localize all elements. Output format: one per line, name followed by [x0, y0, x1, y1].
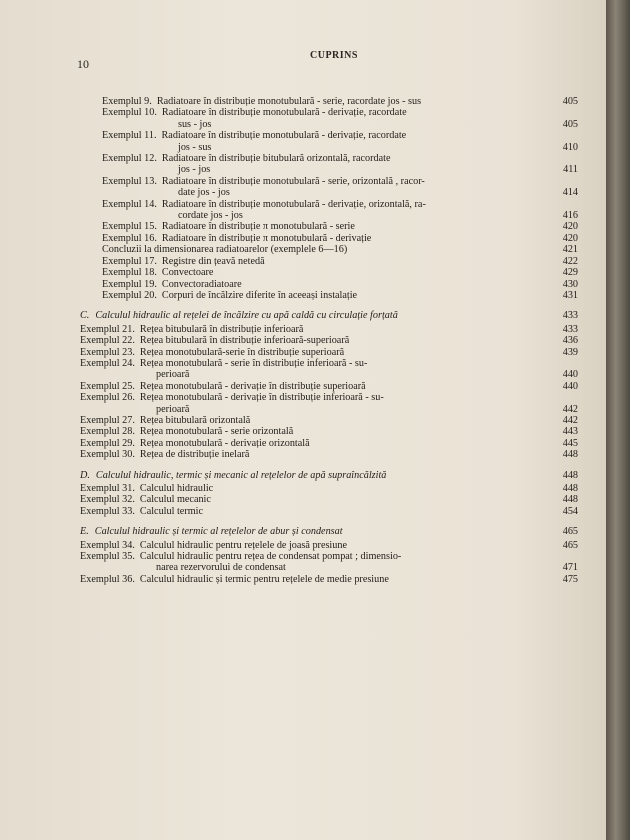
entry-title-continued: sus - jos [178, 118, 212, 130]
entry-page: 440 [562, 369, 578, 381]
entry-title: Radiatoare în distribuție π monotubulară - derivație [161, 232, 372, 244]
toc-entry[interactable] [80, 335, 578, 346]
toc-line-continued [80, 187, 578, 198]
toc-entry[interactable] [80, 279, 578, 290]
entry-label: Exemplul 36. [80, 573, 135, 585]
entry-label: Exemplul 10. [102, 107, 157, 119]
entry-title: Calculul hidraulic și termic pentru rețelele de medie presiune [139, 573, 389, 585]
entry-page: 442 [562, 403, 578, 415]
section-letter: D. [80, 469, 90, 481]
entry-title: Rețea monotubulară - derivație în distribuție inferioară - su- [139, 392, 384, 404]
entry-title: Radiatoare în distribuție monotubulară - derivație, racordate [161, 107, 407, 119]
section-heading[interactable] [80, 310, 578, 321]
entry-title: Calculul mecanic [139, 494, 211, 506]
page-title: CUPRINS [310, 50, 358, 61]
toc-line [80, 483, 578, 494]
entry-page: 422 [562, 255, 578, 267]
toc-entry[interactable] [80, 290, 578, 301]
toc-entry[interactable] [80, 96, 578, 107]
entry-page: 429 [562, 267, 578, 279]
entry-page: 454 [562, 505, 578, 517]
toc-line [80, 199, 578, 210]
entry-page-spacer [550, 130, 578, 141]
entry-label: Exemplul 23. [80, 346, 135, 358]
entry-label: Exemplul 19. [102, 278, 157, 290]
toc-line [80, 244, 578, 255]
toc-line [80, 551, 578, 562]
entry-title: Radiatoare în distribuție monotubulară - derivație, racordate [161, 130, 407, 142]
entry-label: Exemplul 21. [80, 323, 135, 335]
toc-line [80, 221, 578, 232]
entry-page: 442 [562, 414, 578, 426]
toc-entry[interactable] [80, 392, 578, 415]
entry-page-spacer [550, 107, 578, 118]
entry-title: Rețea de distribuție inelară [139, 449, 250, 461]
entry-page-spacer [550, 153, 578, 164]
entry-label: Exemplul 35. [80, 551, 135, 563]
entry-label: Exemplul 11. [102, 130, 157, 142]
entry-title: Rețea bitubulară în distribuție inferioară [139, 323, 304, 335]
entry-label: Exemplul 9. [102, 96, 152, 107]
toc-line [80, 449, 578, 460]
toc-entry[interactable] [80, 551, 578, 574]
entry-page: 448 [562, 449, 578, 461]
entry-title: Rețea monotubulară - derivație în distribuție superioară [139, 380, 366, 392]
entry-page: 448 [562, 483, 578, 494]
entry-label: Exemplul 31. [80, 483, 135, 494]
toc-entry[interactable] [80, 221, 578, 232]
toc-line [80, 540, 578, 551]
entry-page: 430 [562, 278, 578, 290]
entry-label: Exemplul 27. [80, 414, 135, 426]
toc-entry[interactable] [80, 347, 578, 358]
entry-title-continued: date jos - jos [178, 187, 230, 199]
toc-line [80, 574, 578, 585]
entry-page-spacer [550, 392, 578, 403]
toc-entry[interactable] [80, 540, 578, 551]
toc-entry[interactable] [80, 415, 578, 426]
entry-label: Exemplul 20. [102, 289, 157, 301]
entry-title-continued: perioară [156, 369, 190, 381]
section-heading[interactable] [80, 526, 578, 537]
toc-line-continued [80, 562, 578, 573]
toc-entry[interactable] [80, 438, 578, 449]
toc-entry[interactable] [80, 107, 578, 130]
entry-page: 443 [562, 426, 578, 438]
entry-label: Exemplul 18. [102, 267, 157, 279]
toc-entry[interactable] [80, 494, 578, 505]
toc-entry[interactable] [80, 233, 578, 244]
entry-label: Exemplul 25. [80, 380, 135, 392]
entry-page: 448 [562, 494, 578, 506]
toc-entry[interactable] [80, 153, 578, 176]
entry-title-continued: perioară [156, 403, 190, 415]
toc-line [80, 335, 578, 346]
entry-page: 405 [562, 118, 578, 130]
toc-line [80, 426, 578, 437]
section-letter: C. [80, 310, 90, 322]
entry-label: Exemplul 29. [80, 437, 135, 449]
toc-line [80, 96, 578, 107]
entry-page: 411 [563, 164, 578, 176]
toc-line-continued [80, 210, 578, 221]
entry-page: 436 [562, 335, 578, 347]
toc-line [80, 279, 578, 290]
entry-label: Exemplul 22. [80, 335, 135, 347]
toc-entry[interactable] [80, 256, 578, 267]
entry-title: Radiatoare în distribuție bitubulară orizontală, racordate [161, 153, 391, 165]
entry-title: Corpuri de încălzire diferite în aceeași instalație [161, 289, 358, 301]
entry-title: Convectoradiatoare [161, 278, 242, 290]
entry-page: 433 [562, 323, 578, 335]
toc-entry[interactable] [80, 267, 578, 278]
toc-line [80, 324, 578, 335]
entry-title-continued: cordate jos - jos [178, 210, 243, 222]
entry-page-spacer [550, 551, 578, 562]
toc-entry[interactable] [80, 358, 578, 381]
toc-line [80, 438, 578, 449]
entry-title-continued: jos - sus [178, 141, 212, 153]
entry-title: Calculul hidraulic pentru rețelele de joasă presiune [139, 539, 347, 551]
entry-page: 421 [562, 244, 578, 256]
entry-page-spacer [550, 199, 578, 210]
entry-title: Rețea monotubulară - serie în distribuție inferioară - su- [139, 357, 368, 369]
toc-line [80, 267, 578, 278]
toc-entry[interactable] [80, 130, 578, 153]
entry-title: Concluzii la dimensionarea radiatoarelor (exemplele 6—16) [102, 244, 348, 256]
entry-page: 414 [562, 187, 578, 199]
toc-line-continued [80, 164, 578, 175]
entry-title: Radiatoare în distribuție monotubulară - serie, orizontală , racor- [161, 175, 425, 187]
toc-line [80, 256, 578, 267]
toc-entry[interactable] [80, 244, 578, 255]
entry-page: 445 [562, 437, 578, 449]
entry-title-continued: narea rezervorului de condensat [156, 562, 286, 574]
toc-line [80, 494, 578, 505]
toc-line [80, 176, 578, 187]
toc-line-continued [80, 142, 578, 153]
toc-line [80, 381, 578, 392]
toc-entry[interactable] [80, 506, 578, 517]
toc-line [80, 415, 578, 426]
toc-line [80, 130, 578, 141]
toc-line [80, 107, 578, 118]
entry-page: 405 [562, 96, 578, 107]
toc-line-continued [80, 119, 578, 130]
entry-label: Exemplul 30. [80, 449, 135, 461]
toc-line [80, 290, 578, 301]
entry-label: Exemplul 14. [102, 198, 157, 210]
entry-label: Exemplul 15. [102, 221, 157, 233]
entry-title: Calculul hidraulic [139, 483, 214, 494]
toc-entry[interactable] [80, 176, 578, 199]
entry-page: 420 [562, 232, 578, 244]
table-of-contents [80, 96, 578, 585]
entry-title: Rețea monotubulară-serie în distribuție superioară [139, 346, 345, 358]
toc-line [80, 153, 578, 164]
entry-page-spacer [550, 358, 578, 369]
section-page: 465 [562, 526, 578, 538]
toc-line [80, 358, 578, 369]
entry-page: 465 [562, 539, 578, 551]
toc-line [80, 233, 578, 244]
entry-title-continued: jos - jos [178, 164, 211, 176]
entry-page: 420 [562, 221, 578, 233]
entry-label: Exemplul 12. [102, 153, 157, 165]
toc-entry[interactable] [80, 381, 578, 392]
entry-label: Exemplul 24. [80, 357, 135, 369]
entry-page: 471 [562, 562, 578, 574]
entry-page: 416 [562, 210, 578, 222]
section-page: 433 [562, 310, 578, 322]
toc-entry[interactable] [80, 324, 578, 335]
entry-title: Calculul termic [139, 505, 203, 517]
book-spine [606, 0, 630, 840]
toc-line-continued [80, 404, 578, 415]
entry-page-spacer [550, 176, 578, 187]
entry-page: 440 [562, 380, 578, 392]
entry-title: Convectoare [161, 267, 214, 279]
entry-title: Rețea bitubulară orizontală [139, 414, 251, 426]
section-title: Calculul hidraulic și termic al rețelelor de abur și condensat [94, 526, 343, 538]
entry-label: Exemplul 33. [80, 505, 135, 517]
section-page: 448 [562, 469, 578, 481]
entry-title: Rețea bitubulară în distribuție inferioară-superioară [139, 335, 350, 347]
entry-label: Exemplul 17. [102, 255, 157, 267]
section-title: Calculul hidraulic al rețelei de încălzire cu apă caldă cu circulație forțată [95, 310, 398, 322]
toc-entry[interactable] [80, 574, 578, 585]
toc-line [80, 347, 578, 358]
entry-title: Calculul hidraulic pentru rețea de condensat pompat ; dimensio- [139, 551, 402, 563]
entry-label: Exemplul 16. [102, 232, 157, 244]
entry-title: Rețea monotubulară - serie orizontală [139, 426, 294, 438]
entry-label: Exemplul 32. [80, 494, 135, 506]
section-letter: E. [80, 526, 89, 538]
entry-title: Rețea monotubulară - derivație orizontală [139, 437, 310, 449]
toc-entry[interactable] [80, 483, 578, 494]
section-heading[interactable] [80, 470, 578, 481]
toc-line [80, 392, 578, 403]
entry-label: Exemplul 34. [80, 539, 135, 551]
entry-page: 475 [562, 573, 578, 585]
toc-entry[interactable] [80, 449, 578, 460]
entry-label: Exemplul 28. [80, 426, 135, 438]
entry-title: Radiatoare în distribuție π monotubulară - serie [161, 221, 355, 233]
entry-page: 439 [562, 346, 578, 358]
entry-label: Exemplul 26. [80, 392, 135, 404]
toc-entry[interactable] [80, 199, 578, 222]
entry-page: 431 [562, 289, 578, 301]
entry-title: Radiatoare în distribuție monotubulară - derivație, orizontală, ra- [161, 198, 426, 210]
toc-line-continued [80, 369, 578, 380]
entry-page: 410 [562, 141, 578, 153]
section-title: Calculul hidraulic, termic și mecanic al rețelelor de apă supraîncălzită [95, 469, 387, 481]
toc-entry[interactable] [80, 426, 578, 437]
entry-label: Exemplul 13. [102, 175, 157, 187]
page-number: 10 [77, 57, 89, 71]
entry-title: Registre din țeavă netedă [161, 255, 265, 267]
toc-line [80, 506, 578, 517]
entry-title: Radiatoare în distribuție monotubulară - serie, racordate jos - sus [156, 96, 422, 107]
